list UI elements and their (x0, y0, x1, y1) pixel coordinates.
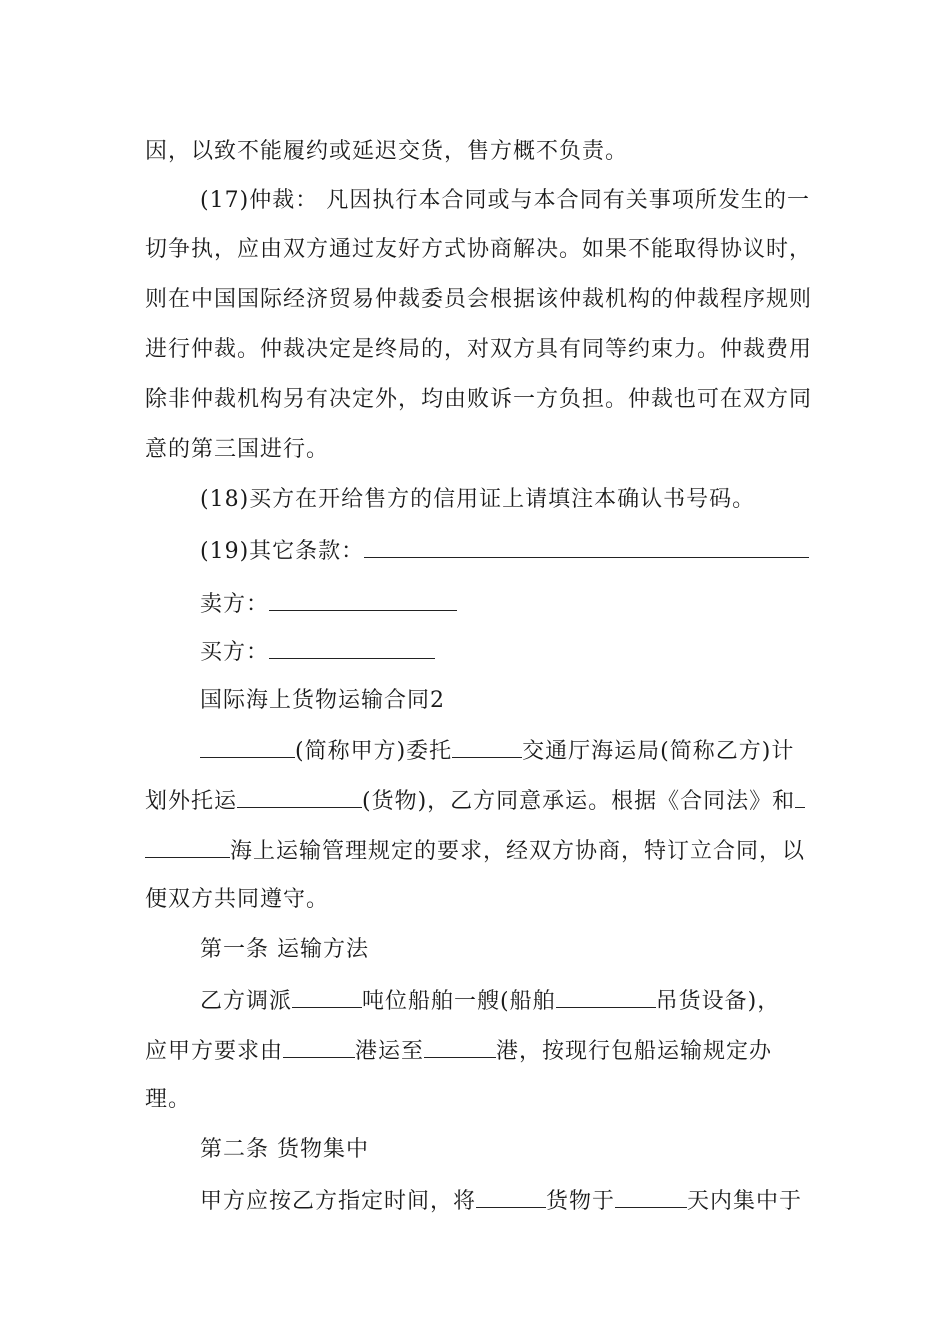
fill-blank (795, 785, 805, 808)
text-line: 便双方共同遵守。 (145, 887, 330, 912)
text-line: (19)其它条款： (200, 535, 810, 567)
text-line: 应甲方要求由 港运至 港，按现行包船运输规定办 (145, 1035, 810, 1067)
fill-blank (556, 985, 656, 1008)
text-line: 除非仲裁机构另有决定外，均由败诉一方负担。仲裁也可在双方同 (145, 387, 813, 412)
text-line: 因，以致不能履约或延迟交货，售方概不负责。 (145, 139, 629, 164)
text-line: 意的第三国进行。 (145, 437, 330, 462)
text-line: 甲方应按乙方指定时间，将 货物于 天内集中于 (200, 1185, 810, 1217)
text-line: (简称甲方)委托 交通厅海运局(简称乙方)计 (200, 735, 810, 767)
fill-blank (615, 1185, 687, 1208)
fill-blank (269, 636, 435, 659)
section-heading: 第二条 货物集中 (200, 1137, 369, 1162)
fill-blank (476, 1185, 546, 1208)
fill-blank (269, 588, 457, 611)
fill-blank (292, 985, 362, 1008)
text-line: 买方： (200, 636, 810, 668)
text-line: 划外托运 (货物)，乙方同意承运。根据《合同法》和 (145, 785, 810, 817)
fill-blank (452, 735, 522, 758)
fill-blank (283, 1035, 355, 1058)
text-line: 进行仲裁。仲裁决定是终局的，对双方具有同等约束力。仲裁费用 (145, 337, 813, 362)
text-line: 切争执，应由双方通过友好方式协商解决。如果不能取得协议时， (145, 237, 813, 262)
text-line: (17)仲裁： 凡因执行本合同或与本合同有关事项所发生的一 (200, 188, 810, 213)
text-line: 海上运输管理规定的要求，经双方协商，特订立合同，以 (145, 835, 810, 867)
fill-blank (364, 535, 809, 558)
text-line: 卖方： (200, 588, 810, 620)
fill-blank (145, 835, 230, 858)
text-line: (18)买方在开给售方的信用证上请填注本确认书号码。 (200, 487, 756, 512)
section-title: 国际海上货物运输合同2 (200, 688, 445, 713)
section-heading: 第一条 运输方法 (200, 937, 369, 962)
fill-blank (424, 1035, 496, 1058)
fill-blank (200, 735, 295, 758)
text-line: 乙方调派 吨位船舶一艘(船舶 吊货设备)， (200, 985, 810, 1017)
fill-blank (237, 785, 362, 808)
text-line: 理。 (145, 1087, 192, 1112)
text-line: 则在中国国际经济贸易仲裁委员会根据该仲裁机构的仲裁程序规则 (145, 287, 813, 312)
